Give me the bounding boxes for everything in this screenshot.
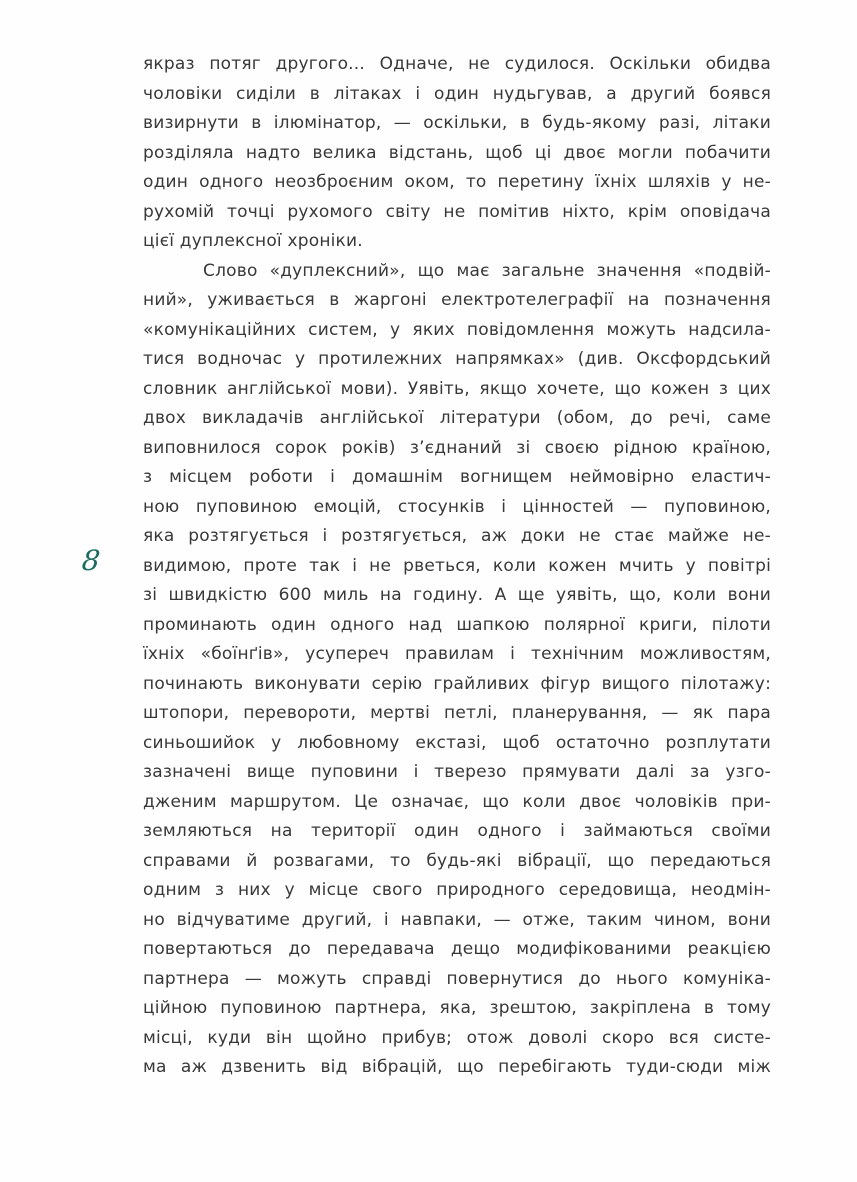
text-line: одним з них у місце свого природного середовища, неодмін- — [143, 880, 771, 900]
text-line: визирнути в ілюмінатор, — оскільки, в будь-якому разі, літаки — [143, 113, 771, 133]
page-number: 8 — [80, 544, 102, 577]
text-line: дженим маршрутом. Це означає, що коли двоє чоловіків при- — [143, 791, 771, 812]
text-line: синьошийок у любовному екстазі, щоб остаточно розплутати — [143, 732, 771, 753]
text-line: Слово «дуплексний», що має загальне значення «подвій- — [203, 260, 771, 281]
text-line: яка розтягується і розтягується, аж доки не стає майже не- — [143, 526, 771, 546]
text-line: двох викладачів англійської літератури (обом, до речі, саме — [143, 408, 771, 428]
text-line: справами й розвагами, то будь-які вібрації, що передаються — [143, 850, 771, 871]
text-line: їхніх «боїнґів», усупереч правилам і технічним можливостям, — [143, 644, 771, 664]
text-line: чоловіки сиділи в літаках і один нудьгував, а другий боявся — [143, 83, 771, 104]
text-line: якраз потяг другого... Одначе, не судилося. Оскільки обидва — [143, 54, 771, 74]
text-line: ма аж дзвенить від вібрацій, що перебігають туди-сюди між — [143, 1057, 771, 1077]
text-line: повертаються до передавача дещо модифікованими реакцією — [143, 939, 771, 959]
text-line: розділяла надто велика відстань, щоб ці двоє могли побачити — [143, 142, 771, 163]
text-line: ційною пуповиною партнера, яка, зрештою, закріплена в тому — [143, 998, 771, 1018]
text-line: цієї дуплексної хроніки. — [143, 231, 363, 251]
text-line: «комунікаційних систем, у яких повідомлення можуть надсила- — [143, 319, 771, 340]
text-line: ною пуповиною емоцій, стосунків і цінностей — пуповиною, — [143, 496, 771, 517]
text-line: тися водночас у протилежних напрямках» (див. Оксфордський — [143, 349, 771, 369]
text-line: починають виконувати серію грайливих фігур вищого пілотажу: — [143, 673, 771, 694]
text-line: штопори, перевороти, мертві петлі, планерування, — як пара — [143, 703, 771, 723]
text-line: партнера — можуть справді повернутися до нього комуніка- — [143, 968, 771, 989]
text-line: ний», уживається в жаргоні електротелеграфії на позначення — [143, 290, 771, 310]
text-line: но відчуватиме другий, і навпаки, — отже, таким чином, вони — [143, 909, 771, 930]
text-line: рухомій точці рухомого світу не помітив ніхто, крім оповідача — [143, 201, 771, 222]
text-line: місці, куди він щойно прибув; отож доволі скоро вся систе- — [143, 1027, 771, 1048]
text-line: виповнилося сорок років) з’єднаний зі своєю рідною країною, — [143, 437, 771, 458]
text-line: словник англійської мови). Уявіть, якщо хочете, що кожен з цих — [143, 378, 771, 399]
text-line: зі швидкістю 600 миль на годину. А ще уявіть, що, коли вони — [143, 585, 771, 605]
text-line: земляються на території один одного і займаються своїми — [143, 821, 771, 841]
text-line: зазначені вище пуповини і тверезо прямувати далі за узго- — [143, 762, 771, 782]
text-line: проминають один одного над шапкою полярної криги, пілоти — [143, 614, 771, 635]
text-line: з місцем роботи і домашнім вогнищем неймовірно еластич- — [143, 467, 771, 487]
text-block — [143, 50, 771, 1083]
text-line: видимою, проте так і не рветься, коли кожен мчить у повітрі — [143, 555, 771, 576]
text-line: один одного неозброєним оком, то перетину їхніх шляхів у не- — [143, 172, 771, 192]
